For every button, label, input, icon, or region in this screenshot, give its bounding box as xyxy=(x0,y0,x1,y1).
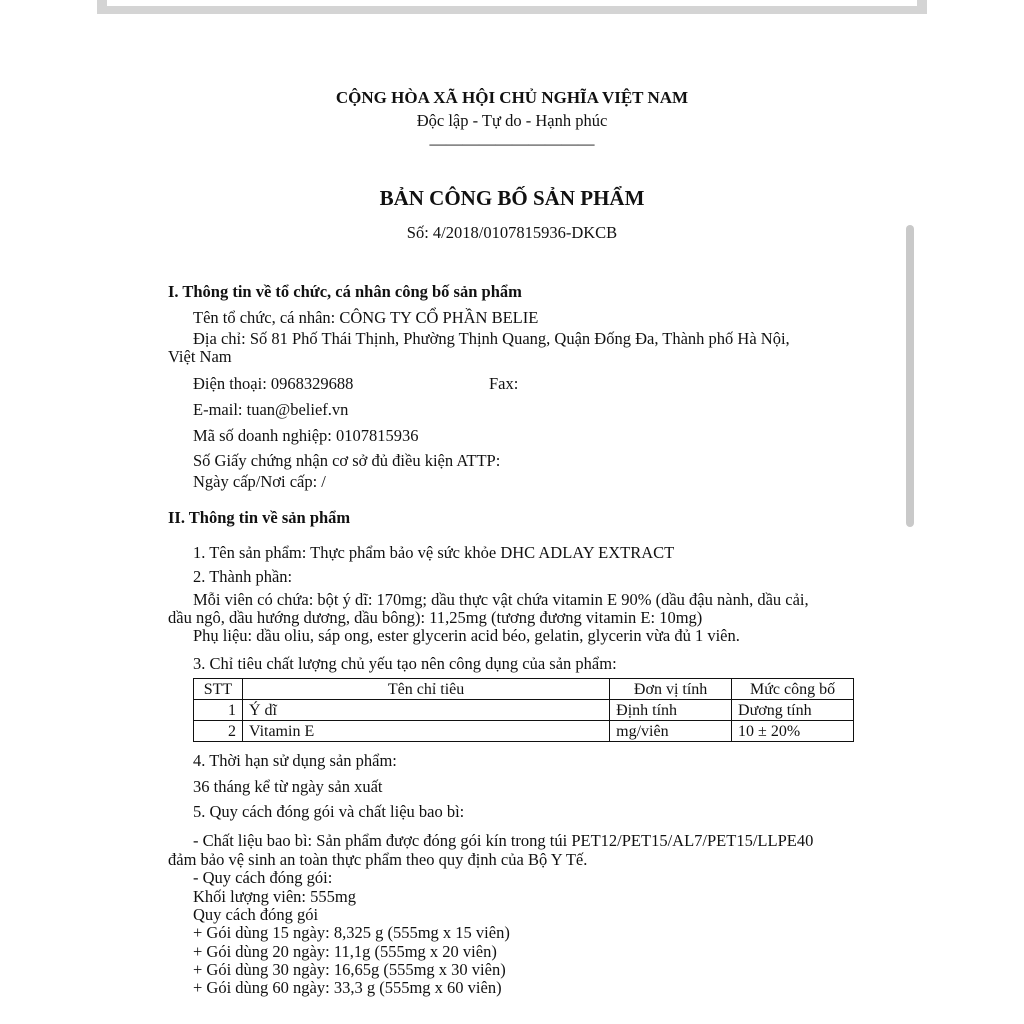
shelf-life-label: 4. Thời hạn sử dụng sản phẩm: xyxy=(193,751,397,770)
packaging-material-line1: - Chất liệu bao bì: Sản phẩm được đóng gói kín trong túi PET12/PET15/AL7/PET15/LLPE40 xyxy=(193,831,814,850)
email: E-mail: tuan@belief.vn xyxy=(193,400,349,419)
pack-item: + Gói dùng 15 ngày: 8,325 g (555mg x 15 viên) xyxy=(193,923,510,942)
pack-item: + Gói dùng 20 ngày: 11,1g (555mg x 20 viên) xyxy=(193,942,497,961)
pack-item: + Gói dùng 30 ngày: 16,65g (555mg x 30 viên) xyxy=(193,960,506,979)
table-row xyxy=(194,700,854,721)
table-header-row xyxy=(194,679,854,700)
ingredients-label: 2. Thành phần: xyxy=(193,567,293,586)
ingredients-line2: dầu ngô, dầu hướng dương, dầu bông): 11,25mg (tương đương vitamin E: 10mg) xyxy=(168,608,703,627)
table-header-cell: Mức công bố xyxy=(732,679,854,700)
address-line2: Việt Nam xyxy=(168,347,232,366)
table-cell: 1 xyxy=(194,700,243,721)
quality-table xyxy=(193,678,854,742)
vertical-scrollbar[interactable] xyxy=(906,225,914,527)
table-cell: mg/viên xyxy=(610,721,732,742)
business-code: Mã số doanh nghiệp: 0107815936 xyxy=(193,426,419,445)
table-header-cell: Đơn vị tính xyxy=(610,679,732,700)
section2-heading: II. Thông tin về sản phẩm xyxy=(168,508,351,527)
table-header-cell: Tên chỉ tiêu xyxy=(242,679,609,700)
packaging-material-line2: đảm bảo vệ sinh an toàn thực phẩm theo quy định của Bộ Y Tế. xyxy=(168,850,588,869)
shelf-life-value: 36 tháng kể từ ngày sản xuất xyxy=(193,777,383,796)
motto: Độc lập - Tự do - Hạnh phúc xyxy=(416,111,608,130)
page-top-frame xyxy=(97,0,927,14)
document-number: Số: 4/2018/0107815936-DKCB xyxy=(406,223,618,242)
phone: Điện thoại: 0968329688 xyxy=(193,374,354,393)
address-line1: Địa chỉ: Số 81 Phố Thái Thịnh, Phường Thịnh Quang, Quận Đống Đa, Thành phố Hà Nội, xyxy=(193,329,790,348)
product-name: 1. Tên sản phẩm: Thực phẩm bảo vệ sức khỏe DHC ADLAY EXTRACT xyxy=(193,543,675,562)
section1-heading: I. Thông tin về tổ chức, cá nhân công bố sản phẩm xyxy=(168,282,522,301)
table-cell: Vitamin E xyxy=(242,721,609,742)
ingredients-line1: Mỗi viên có chứa: bột ý dĩ: 170mg; dầu thực vật chứa vitamin E 90% (dầu đậu nành, dầu cải, xyxy=(193,590,809,609)
quality-label: 3. Chỉ tiêu chất lượng chủ yếu tạo nên công dụng của sản phẩm: xyxy=(193,654,617,673)
table-cell: 10 ± 20% xyxy=(732,721,854,742)
document-title: BẢN CÔNG BỐ SẢN PHẨM xyxy=(379,186,645,210)
excipients: Phụ liệu: dầu oliu, sáp ong, ester glycerin acid béo, gelatin, glycerin vừa đủ 1 viên. xyxy=(193,626,740,645)
pill-weight: Khối lượng viên: 555mg xyxy=(193,887,356,906)
issue-info: Ngày cấp/Nơi cấp: / xyxy=(193,472,326,491)
table-row xyxy=(194,721,854,742)
header-rule: —————————— xyxy=(429,134,595,153)
table-header-cell: STT xyxy=(194,679,243,700)
table-cell: Dương tính xyxy=(732,700,854,721)
table-cell: Định tính xyxy=(610,700,732,721)
table-cell: Ý dĩ xyxy=(242,700,609,721)
country-heading: CỘNG HÒA XÃ HỘI CHỦ NGHĨA VIỆT NAM xyxy=(335,88,689,107)
pack-spec: Quy cách đóng gói xyxy=(193,905,319,924)
packaging-label: 5. Quy cách đóng gói và chất liệu bao bì: xyxy=(193,802,465,821)
food-safety-cert: Số Giấy chứng nhận cơ sở đủ điều kiện ATTP: xyxy=(193,451,501,470)
page-top-frame-inner xyxy=(107,0,917,6)
pack-item: + Gói dùng 60 ngày: 33,3 g (555mg x 60 viên) xyxy=(193,978,502,997)
org-name: Tên tổ chức, cá nhân: CÔNG TY CỔ PHẦN BELIE xyxy=(193,308,539,327)
table-cell: 2 xyxy=(194,721,243,742)
packaging-spec-label: - Quy cách đóng gói: xyxy=(193,868,333,887)
fax: Fax: xyxy=(489,374,519,393)
